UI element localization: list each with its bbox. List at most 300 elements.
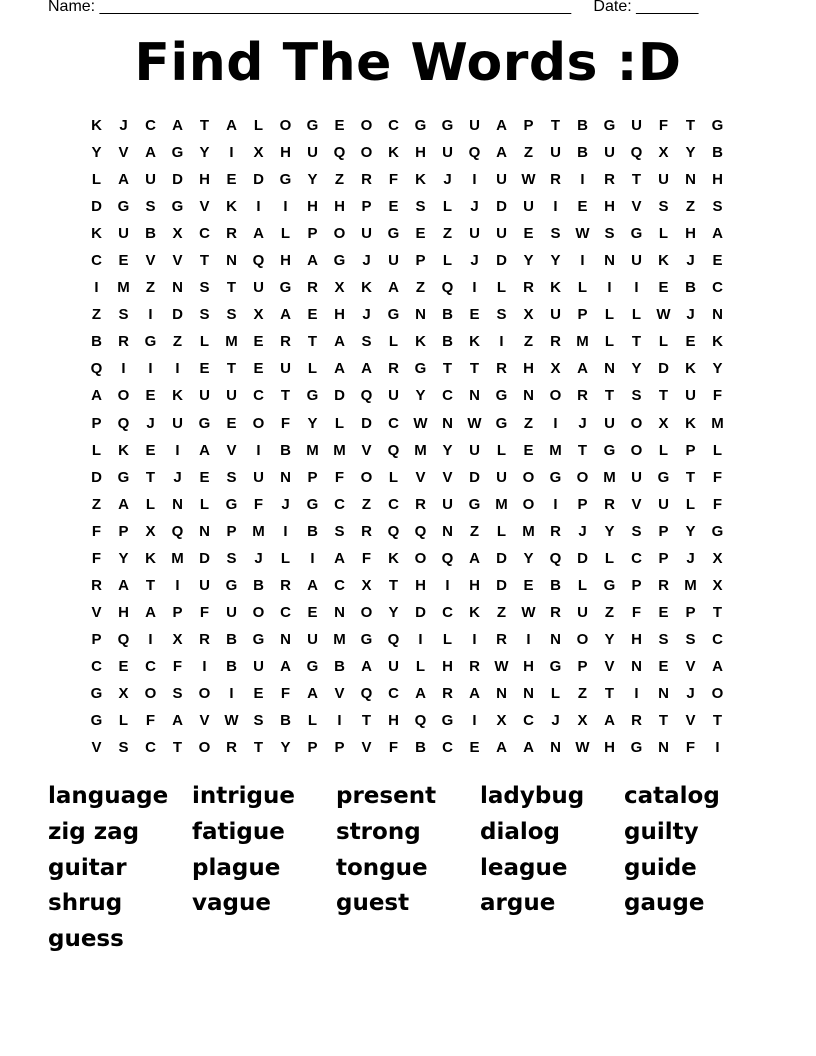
grid-letter: L [91,441,102,459]
grid-letter: C [253,387,264,405]
grid-letter: A [577,360,588,378]
grid-letter: A [172,712,183,730]
grid-letter: B [685,279,696,297]
grid-letter: Y [523,252,534,270]
grid-row [83,193,731,220]
grid-letter: C [523,712,534,730]
grid-letter: Q [252,252,265,270]
grid-letter: D [91,468,102,486]
grid-letter: F [712,387,723,405]
grid-letter: S [172,685,183,702]
grid-letter: O [198,685,211,702]
grid-letter: C [712,630,723,648]
word-list-item: tongue [336,854,428,881]
grid-letter: M [603,468,616,486]
grid-letter: C [388,414,399,432]
grid-letter: N [496,685,507,702]
grid-letter: I [634,279,639,297]
grid-letter: A [712,225,723,243]
grid-letter: P [523,117,534,135]
grid-letter: N [604,252,615,270]
grid-letter: C [388,117,399,135]
grid-letter: R [631,712,642,730]
grid-letter: T [577,441,588,459]
grid-letter: Y [712,360,723,378]
word-list-item: league [480,854,568,881]
grid-letter: C [631,549,642,567]
grid-letter: B [577,117,588,135]
grid-letter: F [685,739,696,757]
grid-letter: N [469,387,480,405]
grid-letter: I [472,630,477,648]
grid-letter: H [523,657,534,675]
grid-letter: N [550,630,561,648]
grid-letter: L [604,333,615,351]
grid-letter: T [685,468,696,486]
grid-letter: N [523,387,534,405]
grid-letter: C [199,225,210,243]
grid-letter: P [685,441,696,459]
grid-letter: P [577,306,588,324]
grid-letter: B [253,576,264,594]
grid-letter: U [307,630,318,648]
grid-letter: O [144,685,157,702]
grid-row [83,112,731,139]
grid-letter: Y [442,441,453,459]
grid-letter: I [283,198,288,216]
grid-letter: G [306,495,319,513]
grid-letter: H [442,657,453,675]
word-list-item: guide [624,854,697,881]
grid-letter: C [442,739,453,757]
grid-letter: F [172,657,183,675]
grid-letter: O [198,739,211,757]
grid-letter: L [307,712,318,730]
grid-letter: I [337,712,342,730]
grid-letter: R [361,522,372,540]
grid-letter: D [577,549,588,567]
grid-letter: V [91,603,102,621]
grid-letter: U [631,117,642,135]
grid-letter: P [577,657,588,675]
grid-letter: W [413,414,428,432]
grid-letter: B [91,333,102,351]
grid-letter: I [418,630,423,648]
grid-letter: X [496,712,507,730]
grid-row [83,382,731,409]
grid-letter: O [252,603,265,621]
grid-letter: V [685,657,696,675]
grid-letter: T [604,685,615,702]
grid-letter: E [658,279,669,297]
letter-grid [83,112,731,761]
grid-letter: L [199,333,210,351]
grid-letter: K [91,225,102,243]
grid-letter: Q [441,549,454,567]
grid-letter: D [91,198,102,216]
grid-letter: Q [549,549,562,567]
grid-letter: M [171,549,184,567]
grid-letter: A [469,685,480,702]
grid-letter: A [307,685,318,702]
grid-letter: X [118,685,129,702]
grid-letter: B [280,441,291,459]
grid-letter: E [658,657,669,675]
grid-letter: Z [523,333,534,351]
grid-row [83,707,731,734]
word-list-item: strong [336,818,421,845]
grid-letter: E [145,441,156,459]
grid-letter: U [199,576,210,594]
grid-letter: T [199,117,210,135]
grid-letter: O [630,441,643,459]
grid-letter: Y [685,144,696,162]
grid-letter: Z [496,603,507,621]
grid-letter: T [388,576,399,594]
grid-letter: A [145,144,156,162]
grid-letter: M [306,441,319,459]
grid-letter: J [146,414,155,432]
grid-letter: L [442,252,453,270]
grid-letter: P [685,603,696,621]
grid-letter: F [145,712,156,730]
grid-letter: U [658,495,669,513]
grid-letter: L [388,333,399,351]
grid-letter: N [658,739,669,757]
grid-letter: Y [280,739,291,757]
grid-letter: X [712,549,723,567]
grid-letter: C [145,657,156,675]
grid-letter: C [388,685,399,702]
grid-letter: F [280,685,291,702]
grid-letter: R [496,630,507,648]
grid-letter: U [226,387,237,405]
grid-letter: E [226,171,237,189]
grid-letter: L [334,414,345,432]
grid-letter: E [334,117,345,135]
grid-letter: Q [387,441,400,459]
grid-letter: U [496,225,507,243]
word-list-item: zig zag [48,818,140,845]
word-list-item: ladybug [480,783,585,809]
grid-letter: I [229,685,234,702]
grid-letter: P [172,603,183,621]
grid-row [83,491,731,518]
grid-letter: C [442,387,453,405]
grid-letter: A [496,144,507,162]
grid-letter: U [604,144,615,162]
grid-letter: V [199,712,210,730]
grid-letter: M [576,333,589,351]
grid-letter: A [388,279,399,297]
grid-row [83,247,731,274]
grid-letter: X [523,306,534,324]
grid-letter: V [145,252,156,270]
grid-letter: B [280,712,291,730]
grid-letter: Y [685,522,696,540]
grid-letter: S [685,630,696,648]
grid-letter: O [117,387,130,405]
grid-letter: L [118,712,129,730]
grid-letter: G [441,712,454,730]
grid-letter: V [631,198,642,216]
grid-letter: N [172,279,183,297]
grid-letter: G [441,117,454,135]
grid-letter: F [631,603,642,621]
grid-letter: S [226,549,237,567]
grid-letter: R [550,171,561,189]
grid-letter: S [118,739,129,757]
grid-letter: L [253,117,264,135]
grid-letter: J [686,549,695,567]
grid-letter: K [91,117,102,135]
grid-letter: R [226,739,237,757]
grid-letter: D [172,306,183,324]
grid-letter: X [658,144,669,162]
grid-letter: O [549,387,562,405]
word-list-item: language [48,783,169,809]
grid-letter: J [686,685,695,702]
grid-letter: R [496,360,507,378]
grid-letter: O [360,117,373,135]
grid-letter: I [634,685,639,702]
grid-letter: L [280,549,291,567]
grid-letter: L [658,225,669,243]
grid-letter: X [577,712,588,730]
grid-letter: V [226,441,237,459]
grid-letter: I [94,279,99,297]
grid-letter: G [198,414,211,432]
grid-letter: M [522,522,535,540]
grid-letter: F [712,495,723,513]
grid-letter: U [253,468,264,486]
grid-letter: N [172,495,183,513]
grid-letter: E [388,198,399,216]
grid-letter: J [686,252,695,270]
grid-letter: S [415,198,426,216]
grid-letter: Y [307,171,318,189]
grid-letter: N [199,522,210,540]
grid-letter: S [199,306,210,324]
grid-letter: W [494,657,509,675]
grid-letter: C [145,739,156,757]
grid-letter: O [522,495,535,513]
grid-letter: X [253,144,264,162]
grid-letter: P [307,225,318,243]
grid-letter: P [91,414,102,432]
grid-letter: G [549,468,562,486]
grid-letter: L [604,549,615,567]
grid-letter: V [334,685,345,702]
grid-letter: Q [630,144,643,162]
grid-letter: U [280,360,291,378]
grid-letter: U [145,171,156,189]
grid-letter: H [631,630,642,648]
grid-letter: J [254,549,263,567]
word-list-item: plague [192,854,281,881]
grid-letter: K [685,360,696,378]
grid-letter: R [91,576,102,594]
grid-letter: L [307,360,318,378]
grid-letter: B [550,576,561,594]
grid-letter: A [361,360,372,378]
grid-letter: P [361,198,372,216]
grid-letter: J [470,198,479,216]
grid-letter: C [145,117,156,135]
grid-letter: G [414,117,427,135]
grid-letter: Q [414,712,427,730]
grid-letter: A [226,117,237,135]
grid-letter: T [199,252,210,270]
grid-letter: W [224,712,239,730]
grid-letter: S [118,306,129,324]
grid-letter: A [523,739,534,757]
grid-letter: F [334,468,345,486]
grid-letter: U [469,441,480,459]
grid-letter: U [658,171,669,189]
grid-letter: T [685,117,696,135]
grid-letter: S [631,522,642,540]
grid-letter: Z [685,198,696,216]
grid-letter: H [118,603,129,621]
grid-letter: L [577,279,588,297]
grid-letter: U [685,387,696,405]
grid-letter: A [334,333,345,351]
grid-letter: A [145,603,156,621]
grid-letter: U [496,468,507,486]
grid-letter: J [578,414,587,432]
grid-row [83,572,731,599]
grid-letter: J [362,306,371,324]
grid-letter: O [711,685,724,702]
grid-letter: U [496,171,507,189]
grid-letter: G [90,685,103,702]
grid-letter: K [685,414,696,432]
grid-letter: A [118,576,129,594]
grid-row [83,518,731,545]
grid-letter: L [577,576,588,594]
grid-letter: L [442,198,453,216]
grid-letter: E [712,252,723,270]
grid-letter: G [306,657,319,675]
page-title: Find The Words :D [134,33,682,93]
grid-letter: C [388,495,399,513]
grid-letter: P [631,576,642,594]
grid-letter: R [469,657,480,675]
grid-letter: T [631,171,642,189]
word-list-item: dialog [480,818,561,845]
grid-letter: Q [117,630,130,648]
grid-letter: A [712,657,723,675]
grid-letter: C [91,657,102,675]
grid-letter: G [711,522,724,540]
grid-letter: B [577,144,588,162]
grid-row [83,328,731,355]
grid-letter: S [199,279,210,297]
grid-letter: P [334,739,345,757]
grid-letter: M [495,495,508,513]
grid-letter: X [253,306,264,324]
grid-letter: E [523,576,534,594]
grid-row [83,734,731,761]
grid-letter: I [175,360,180,378]
grid-row [83,437,731,464]
grid-letter: H [604,198,615,216]
grid-row [83,410,731,437]
grid-letter: I [499,333,504,351]
grid-letter: N [604,360,615,378]
grid-letter: X [550,360,561,378]
word-list-item: shrug [48,890,123,917]
grid-letter: H [280,144,291,162]
grid-letter: F [712,468,723,486]
grid-letter: P [307,739,318,757]
grid-letter: L [550,685,561,702]
grid-letter: W [656,306,671,324]
grid-letter: Z [442,225,453,243]
grid-letter: M [225,333,238,351]
grid-letter: O [576,468,589,486]
grid-letter: G [90,712,103,730]
grid-letter: A [496,117,507,135]
grid-letter: U [226,603,237,621]
grid-letter: G [306,387,319,405]
grid-letter: Y [118,549,129,567]
grid-letter: T [442,360,453,378]
grid-letter: L [496,522,507,540]
grid-letter: H [199,171,210,189]
grid-letter: B [226,630,237,648]
grid-letter: O [360,603,373,621]
grid-letter: G [603,117,616,135]
grid-letter: L [145,495,156,513]
grid-letter: P [307,468,318,486]
grid-letter: T [712,603,723,621]
grid-letter: Q [387,630,400,648]
grid-letter: B [442,333,453,351]
grid-letter: A [118,171,129,189]
grid-letter: S [712,198,723,216]
grid-letter: S [658,630,669,648]
grid-letter: P [658,549,669,567]
grid-letter: G [225,576,238,594]
grid-letter: A [172,117,183,135]
grid-letter: J [686,306,695,324]
grid-letter: Q [387,522,400,540]
grid-letter: Q [360,685,373,702]
grid-letter: I [445,576,450,594]
grid-letter: E [199,468,210,486]
grid-letter: L [415,657,426,675]
grid-letter: O [630,414,643,432]
grid-letter: F [388,171,399,189]
grid-letter: I [202,657,207,675]
grid-letter: U [253,657,264,675]
grid-letter: X [712,576,723,594]
grid-letter: V [685,712,696,730]
grid-letter: E [253,333,264,351]
grid-letter: K [415,171,426,189]
grid-letter: E [307,603,318,621]
grid-letter: U [172,414,183,432]
grid-letter: Q [117,414,130,432]
grid-row [83,220,731,247]
grid-letter: T [253,739,264,757]
grid-letter: I [283,522,288,540]
grid-letter: P [118,522,129,540]
grid-letter: Y [523,549,534,567]
grid-letter: I [472,171,477,189]
